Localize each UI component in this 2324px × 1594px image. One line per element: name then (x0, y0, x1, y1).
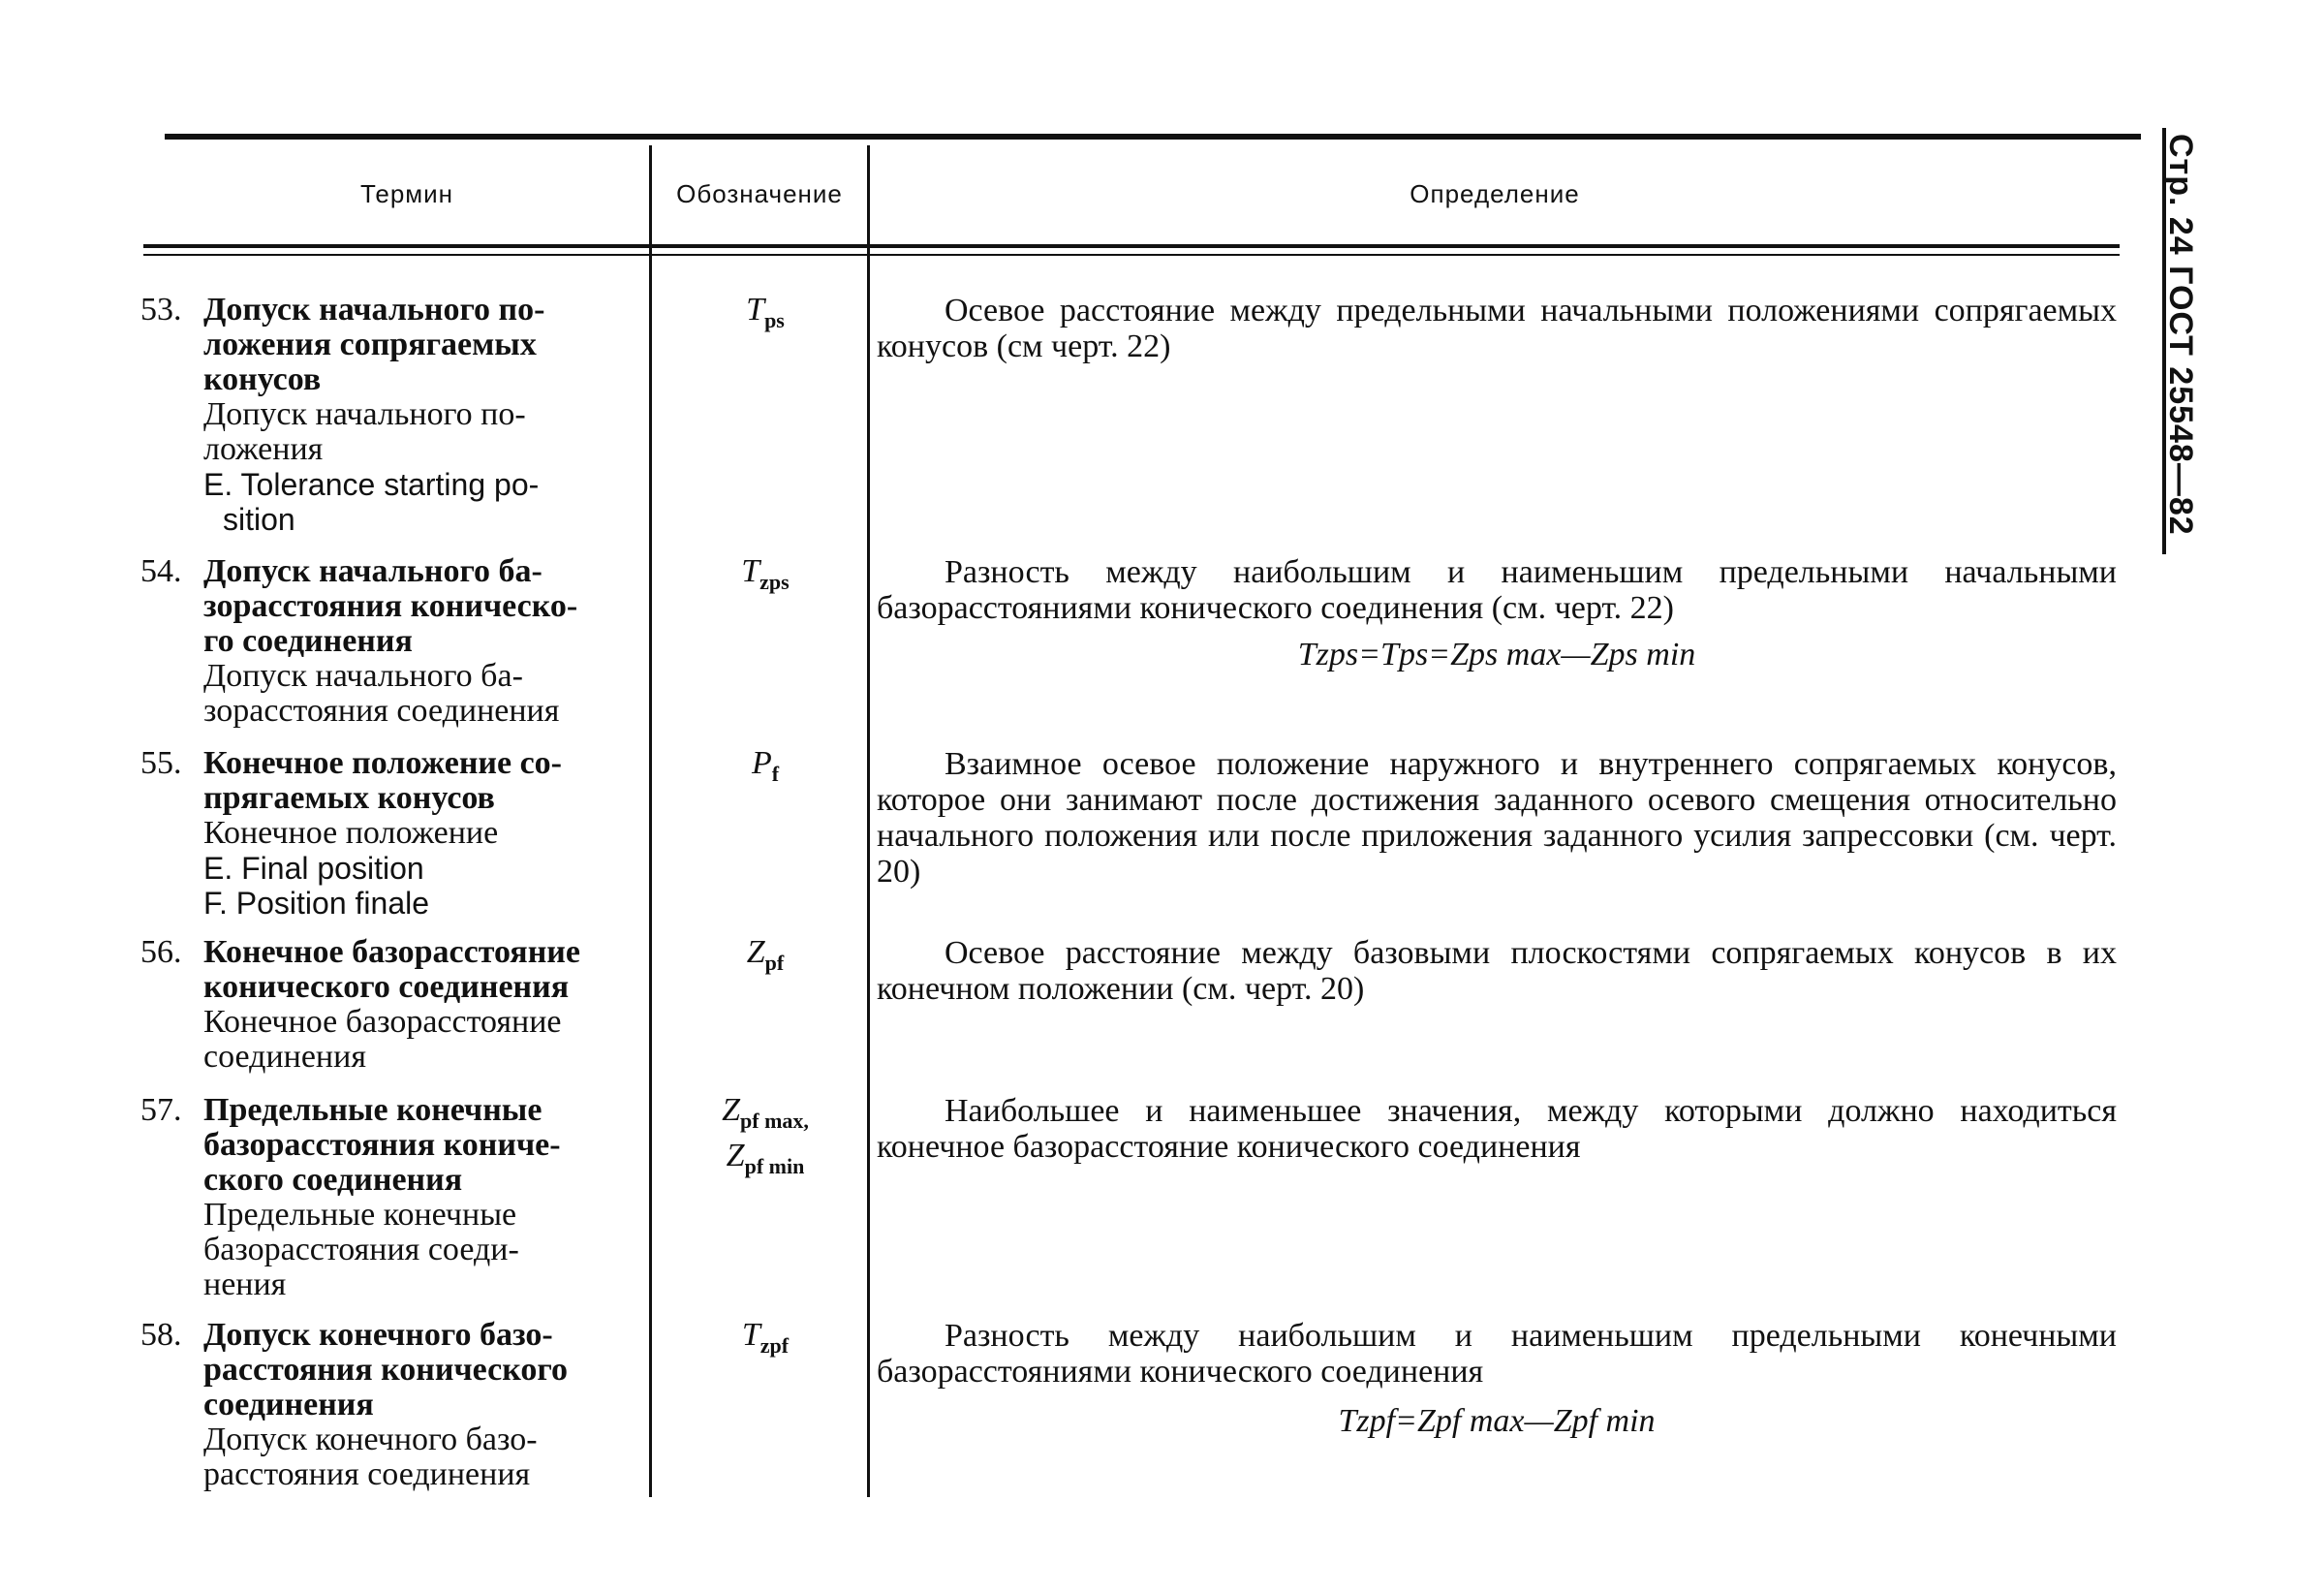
definition-cell: Осевое расстояние между предельными начальными положениями сопрягаемых конусов (см черт. 22) (877, 293, 2117, 364)
term-short-line: ложения (203, 431, 324, 467)
term-number: 58. (140, 1317, 182, 1353)
term-short-line: Предельные конечные (203, 1197, 517, 1233)
term-bold-line: го соединения (203, 623, 413, 659)
term-cell (140, 1093, 615, 1302)
term-number: 57. (140, 1092, 182, 1128)
symbol-cell: $T_{zps}$ (741, 553, 790, 594)
term-number: 55. (140, 745, 182, 781)
term-english: E. Final position (203, 851, 424, 886)
term-number: 53. (140, 292, 182, 328)
header-term: Термин (359, 178, 454, 208)
term-number: 56. (140, 934, 182, 970)
term-bold-line: Конечное базорасстояние (203, 934, 580, 970)
term-bold-line: ского соединения (203, 1162, 463, 1198)
term-bold-line: зорасстояния коническо- (203, 588, 578, 624)
term-short-line: Конечное базорасстояние (203, 1004, 562, 1040)
definition-cell: Наибольшее и наименьшее значения, между которыми должно находиться конечное базорасстояние конического соединения (877, 1093, 2117, 1165)
term-short-line: базорасстояния соеди- (203, 1232, 519, 1267)
term-cell (140, 554, 615, 729)
column-divider-1 (649, 145, 652, 1497)
definition-cell: Осевое расстояние между базовыми плоскостями сопрягаемых конусов в их конечном положении (см. черт. 20) (877, 935, 2117, 1007)
term-short-line: Допуск начального ба- (203, 658, 523, 694)
term-bold-line: Допуск начального ба- (203, 553, 542, 589)
term-french: F. Position finale (203, 886, 430, 921)
term-cell (140, 1318, 615, 1492)
term-bold-line: ложения сопрягаемых (203, 327, 537, 362)
term-bold-line: Конечное положение со- (203, 745, 562, 781)
header-definition: Определение (1410, 178, 1580, 208)
term-short-line: Допуск начального по- (203, 396, 526, 432)
header-rule-thin (143, 254, 2120, 256)
term-english: E. Tolerance starting po- (203, 467, 540, 502)
term-bold-line: конусов (203, 361, 322, 397)
term-short-line: Конечное положение (203, 815, 499, 851)
term-short-line: нения (203, 1266, 287, 1302)
definition-cell: Разность между наибольшим и наименьшим предельными конечными базорасстояниями конического соединения (877, 1318, 2117, 1390)
term-bold-line: расстояния конического (203, 1352, 568, 1388)
term-bold-line: Допуск конечного базо- (203, 1317, 553, 1353)
symbol-cell: $Z_{pf}$ (746, 934, 785, 975)
table-top-rule (165, 134, 2141, 140)
term-bold-line: прягаемых конусов (203, 780, 495, 816)
header-rule (143, 244, 2120, 248)
term-cell (140, 935, 615, 1075)
term-bold-line: Допуск начального по- (203, 292, 545, 328)
page-label: Стр. 24 ГОСТ 25548—82 (2162, 134, 2199, 536)
term-bold-line: конического соединения (203, 969, 570, 1005)
term-short-line: расстояния соединения (203, 1456, 531, 1492)
definition-cell: Взаимное осевое положение наружного и внутреннего сопрягаемых конусов, которое они занимают после достижения заданного осевого смещения относительно начального положения или после приложения заданного усилия запрессовки (см. черт. 20) (877, 746, 2117, 890)
column-divider-2 (867, 145, 870, 1497)
symbol-cell: $T_{ps}$ (746, 292, 785, 332)
symbol-cell: $Z_{pf max,}$ $Z_{pf min}$ (722, 1092, 809, 1178)
term-number: 54. (140, 553, 182, 589)
symbol-cell: $T_{zpf}$ (741, 1317, 790, 1358)
symbol-cell: $P_f$ (751, 745, 780, 786)
formula: Tzps=Tps=Zps max—Zps min (1297, 637, 1696, 672)
term-bold-line: Предельные конечные (203, 1092, 542, 1128)
definition-cell: Разность между наибольшим и наименьшим предельными начальными базорасстояниями конического соединения (см. черт. 22) (877, 554, 2117, 626)
term-english-cont: sition (223, 502, 295, 537)
term-bold-line: соединения (203, 1387, 374, 1422)
formula: Tzpf=Zpf max—Zpf min (1338, 1403, 1656, 1439)
term-bold-line: базорасстояния кониче- (203, 1127, 561, 1163)
term-short-line: зорасстояния соединения (203, 693, 560, 729)
term-cell (140, 746, 615, 921)
header-symbol: Обозначение (676, 178, 843, 208)
term-short-line: Допуск конечного базо- (203, 1422, 538, 1457)
term-cell (140, 293, 615, 537)
term-short-line: соединения (203, 1039, 366, 1075)
